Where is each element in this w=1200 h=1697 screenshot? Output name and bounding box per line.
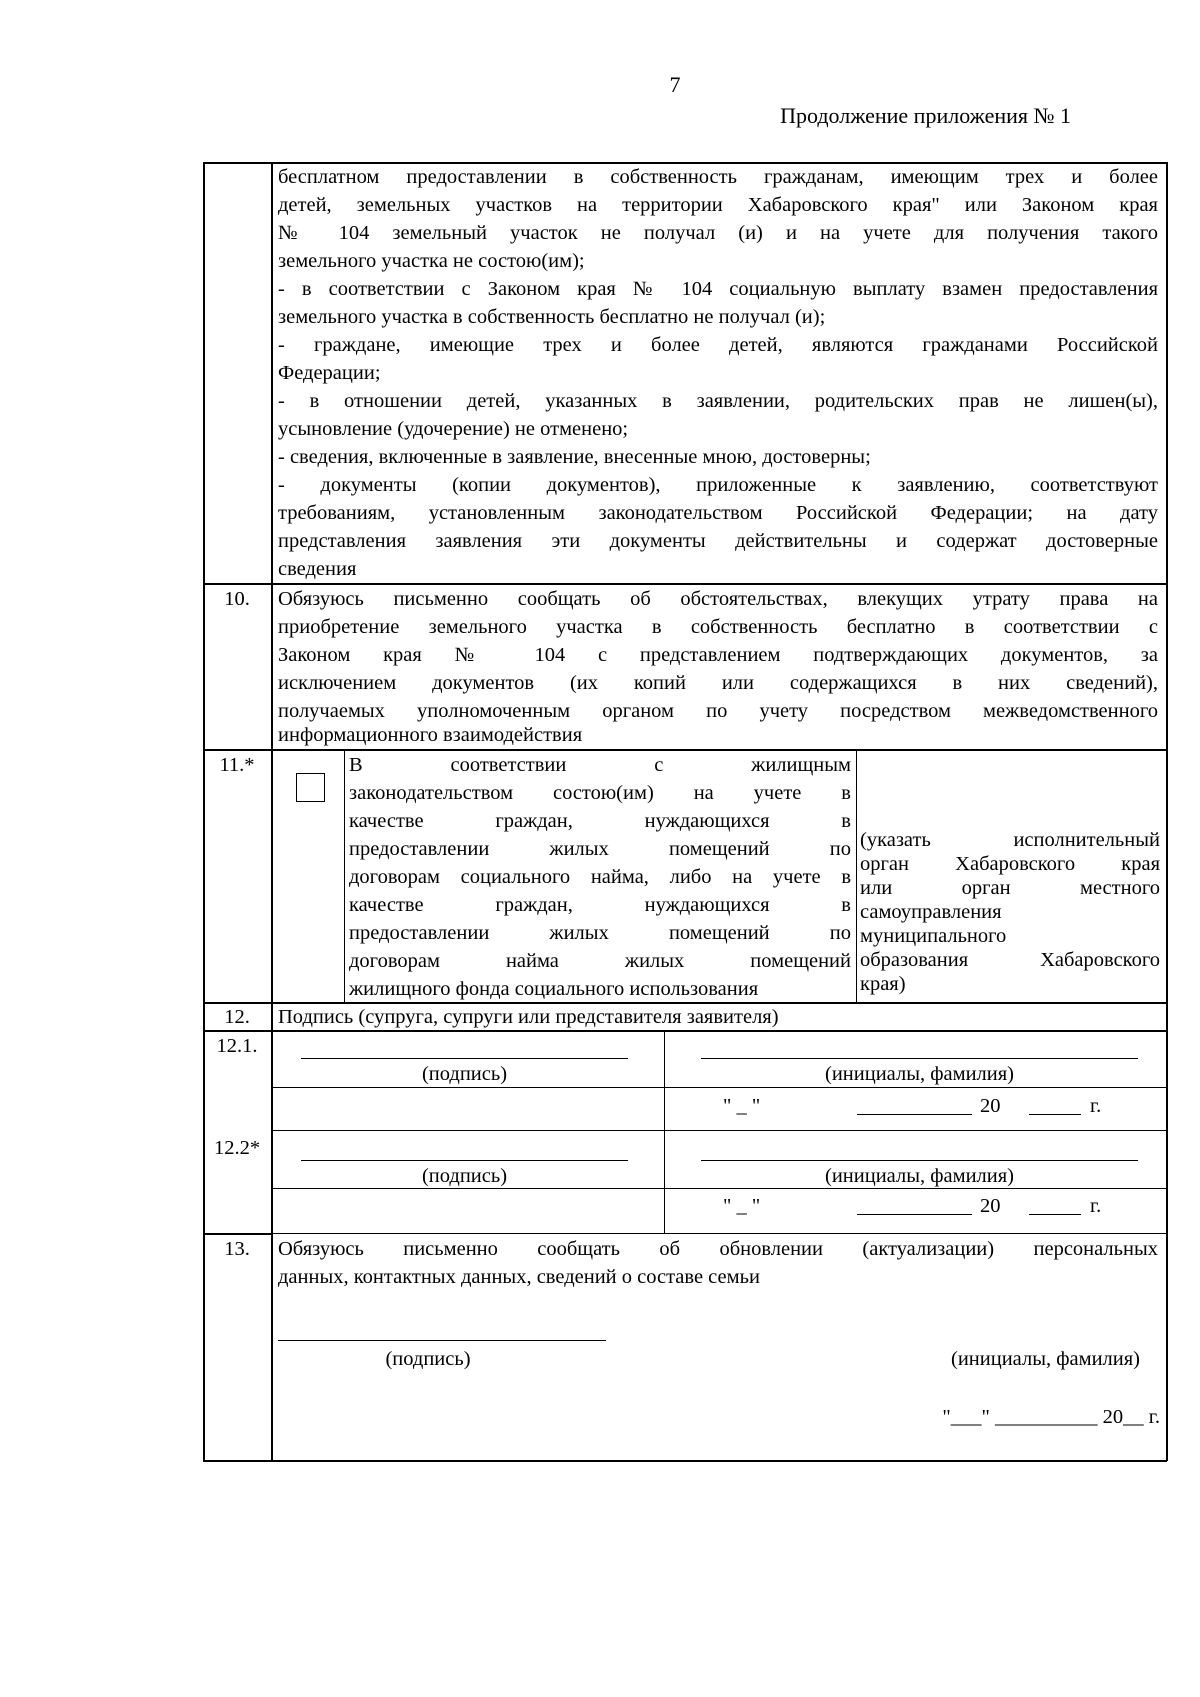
date-day: " _ ": [723, 1195, 761, 1217]
row9-line: земельного участка не состою(им);: [278, 250, 585, 272]
row9-line: представления заявления эти документы действительны и содержат достоверные: [278, 530, 1158, 552]
date-year-line[interactable]: [1029, 1114, 1081, 1115]
row12-text: Подпись (супруга, супруги или представителя заявителя): [278, 1006, 779, 1028]
row11-line: предоставлении жилых помещений по: [349, 838, 851, 860]
signature-label: (подпись): [421, 1165, 508, 1187]
row9-line: усыновление (удочерение) не отменено;: [278, 418, 629, 440]
continuation-title: Продолжение приложения № 1: [780, 103, 1071, 128]
row9-line: бесплатном предоставлении в собственность гражданам, имеющим трех и более: [278, 166, 1158, 188]
row9-line: - сведения, включенные в заявление, внесенные мною, достоверны;: [278, 446, 871, 468]
signature-label: (подпись): [421, 1063, 508, 1085]
row12-1-number: 12.1.: [216, 1035, 258, 1057]
date-year: 20: [980, 1195, 1001, 1217]
initials-line[interactable]: [701, 1160, 1138, 1161]
row13-number: 13.: [224, 1238, 250, 1260]
row11-number: 11.*: [219, 754, 255, 776]
row12-number: 12.: [224, 1006, 250, 1028]
initials-label: (инициалы, фамилия): [825, 1063, 1014, 1085]
row13-line: Обязуюсь письменно сообщать об обновлении (актуализации) персональных: [278, 1238, 1158, 1260]
row11-line: договорам найма жилых помещений: [349, 950, 851, 972]
row13-line: данных, контактных данных, сведений о составе семьи: [278, 1266, 760, 1288]
page-number: 7: [669, 72, 681, 97]
row12-2-number: 12.2*: [213, 1137, 261, 1159]
initials-label: (инициалы, фамилия): [825, 1165, 1014, 1187]
row9-line: требованиям, установленным законодательством Российской Федерации; на дату: [278, 502, 1158, 524]
date-year: 20: [980, 1095, 1001, 1117]
row11-line: жилищного фонда социального использования: [349, 978, 759, 1000]
date-year-line[interactable]: [1029, 1214, 1081, 1215]
row11-line: качестве граждан, нуждающихся в: [349, 894, 851, 916]
signature-line[interactable]: [301, 1160, 628, 1161]
organ-line: самоуправления: [860, 901, 1002, 923]
row10-line: Законом края № 104 с представлением подтверждающих документов, за: [278, 644, 1158, 666]
row9-line: детей, земельных участков на территории Хабаровского края" или Законом края: [278, 194, 1158, 216]
row9-line: - граждане, имеющие трех и более детей, являются гражданами Российской: [278, 334, 1158, 356]
date-month-line[interactable]: [857, 1114, 972, 1115]
organ-line: края): [860, 973, 906, 995]
initials-line[interactable]: [701, 1058, 1138, 1059]
row10-number: 10.: [224, 588, 250, 610]
row9-line: - документы (копии документов), приложенные к заявлению, соответствуют: [278, 474, 1158, 496]
date-suffix: г.: [1090, 1195, 1102, 1217]
row10-line: получаемых уполномоченным органом по учету посредством межведомственного: [278, 700, 1158, 722]
organ-line: образования Хабаровского: [860, 949, 1160, 971]
row11-line: договорам социального найма, либо на учете в: [349, 866, 851, 888]
organ-line: (указать исполнительный: [860, 829, 1160, 851]
signature-label: (подпись): [385, 1348, 471, 1370]
housing-queue-checkbox[interactable]: [296, 773, 325, 802]
row11-line: законодательством состою(им) на учете в: [349, 782, 851, 804]
organ-line: муниципального: [860, 925, 1007, 947]
initials-label: (инициалы, фамилия): [951, 1348, 1140, 1370]
row9-line: Федерации;: [278, 362, 381, 384]
row9-line: - в соответствии с Законом края № 104 социальную выплату взамен предоставления: [278, 278, 1158, 300]
row9-line: сведения: [278, 558, 357, 580]
row10-line: приобретение земельного участка в собственность бесплатно в соответствии с: [278, 616, 1158, 638]
date-day: " _ ": [723, 1095, 761, 1117]
organ-line: орган Хабаровского края: [860, 853, 1160, 875]
signature-line[interactable]: [301, 1058, 628, 1059]
organ-line: или орган местного: [860, 877, 1160, 899]
row10-line: исключением документов (их копий или содержащихся в них сведений),: [278, 672, 1158, 694]
row11-line: предоставлении жилых помещений по: [349, 922, 851, 944]
row11-line: качестве граждан, нуждающихся в: [349, 810, 851, 832]
row9-line: земельного участка в собственность бесплатно не получал (и);: [278, 306, 826, 328]
row9-line: № 104 земельный участок не получал (и) и на учете для получения такого: [278, 222, 1158, 244]
date-month-line[interactable]: [857, 1214, 972, 1215]
row10-line: информационного взаимодействия: [278, 724, 583, 746]
date-field[interactable]: "___" __________ 20__ г.: [942, 1406, 1160, 1428]
row9-line: - в отношении детей, указанных в заявлении, родительских прав не лишен(ы),: [278, 390, 1158, 412]
date-suffix: г.: [1090, 1095, 1102, 1117]
row11-line: В соответствии с жилищным: [349, 754, 851, 776]
row10-line: Обязуюсь письменно сообщать об обстоятельствах, влекущих утрату права на: [278, 588, 1158, 610]
signature-line[interactable]: [278, 1340, 606, 1341]
